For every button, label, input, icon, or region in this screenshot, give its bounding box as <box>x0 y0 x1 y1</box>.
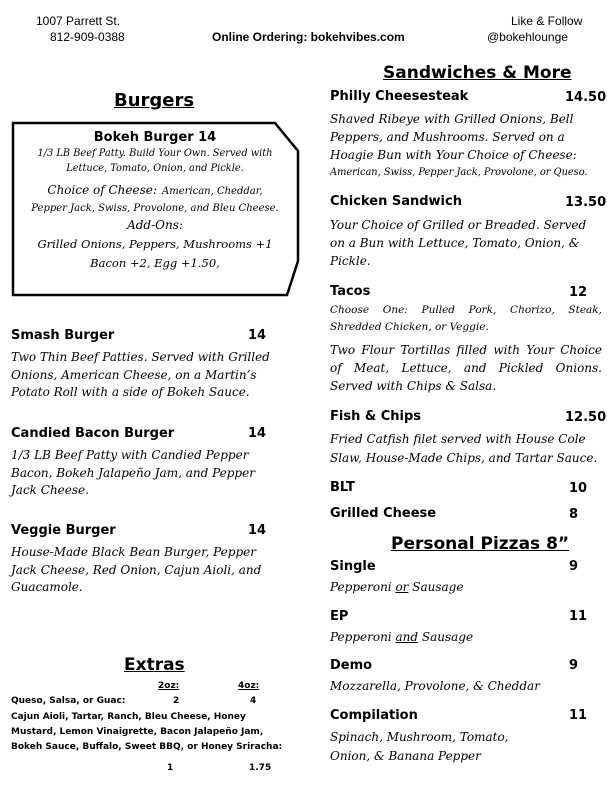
addons-line-2: Bacon +2, Egg +1.50, <box>90 256 220 270</box>
pizza-ep-price: 11 <box>569 609 588 624</box>
blt-price: 10 <box>569 481 588 496</box>
veggie-burger-desc <box>11 544 301 597</box>
desc-line: Onions, American Cheese, on a Martin’s <box>11 367 257 382</box>
feature-content <box>14 130 296 273</box>
social-handle: @bokehlounge <box>487 30 568 44</box>
desc-emphasis: and <box>395 630 419 644</box>
pizza-compilation-desc <box>330 728 600 766</box>
sandwiches-title: Sandwiches & More <box>383 63 572 83</box>
extras-row2-2oz: 1 <box>167 763 174 773</box>
chicken-sandwich-name: Chicken Sandwich <box>330 194 462 209</box>
desc-line: Your Choice of Grilled or Breaded. Served <box>330 218 587 232</box>
extras-row1-4oz: 4 <box>250 696 257 706</box>
extras-line: Cajun Aioli, Tartar, Ranch, Bleu Cheese, Honey <box>11 712 246 722</box>
desc-line: Potato Roll with a side of Bokeh Sauce. <box>11 385 250 399</box>
extras-line: Bokeh Sauce, Buffalo, Sweet BBQ, or Honey Sriracha: <box>11 742 283 752</box>
tacos-choose <box>330 302 602 336</box>
desc-line: Bacon, Bokeh Jalapeño Jam, and Pepper <box>11 465 255 480</box>
candied-bacon-burger-price: 14 <box>248 426 267 441</box>
pizzas-title: Personal Pizzas 8” <box>391 534 570 554</box>
veggie-burger-price: 14 <box>248 523 267 538</box>
desc-line: Pickle. <box>330 254 371 268</box>
philly-desc <box>330 110 610 182</box>
extras-col-4oz: 4oz: <box>238 681 260 691</box>
tacos-desc <box>330 341 602 395</box>
fish-chips-name: Fish & Chips <box>330 409 422 424</box>
tacos-price: 12 <box>569 285 588 300</box>
blt-name: BLT <box>330 480 355 495</box>
bokeh-burger-name: Bokeh Burger 14 <box>93 130 217 145</box>
tacos-name: Tacos <box>330 284 371 299</box>
pizza-single-name: Single <box>330 559 376 574</box>
pizza-single-desc <box>330 579 463 596</box>
desc-line: Two Thin Beef Patties. Served with Grilled <box>11 350 270 364</box>
veggie-burger-name: Veggie Burger <box>11 523 116 538</box>
desc-line: Jack Cheese. <box>11 483 89 497</box>
desc-line: Onion, & Banana Pepper <box>330 749 481 763</box>
candied-bacon-burger-name: Candied Bacon Burger <box>11 426 175 441</box>
addons-label: Add-Ons: <box>127 218 183 232</box>
pizza-ep-desc <box>330 629 473 646</box>
extras-row2-label <box>11 710 301 755</box>
desc-emphasis: or <box>395 580 409 594</box>
chicken-sandwich-price: 13.50 <box>565 195 607 210</box>
desc-line: Slaw, House-Made Chips, and Tartar Sauce. <box>330 451 598 465</box>
desc-line: Fried Catfish filet served with House Cole <box>330 432 586 446</box>
grilled-cheese-price: 8 <box>569 507 579 522</box>
desc-line: Two Flour Tortillas filled with Your Choice <box>330 343 602 357</box>
pizza-compilation-name: Compilation <box>330 708 418 723</box>
desc-line: Peppers, and Mushrooms. Served on a <box>330 130 565 144</box>
desc-line: Choose One: Pulled Pork, Chorizo, Steak, <box>330 304 602 316</box>
extras-row1-label: Queso, Salsa, or Guac: <box>11 696 126 706</box>
desc-part: Sausage <box>408 580 464 594</box>
philly-name: Philly Cheesesteak <box>330 89 469 104</box>
burgers-title: Burgers <box>114 90 195 111</box>
addons-line-1: Grilled Onions, Peppers, Mushrooms +1 <box>37 237 273 251</box>
smash-burger-price: 14 <box>248 328 267 343</box>
desc-line: House-Made Black Bean Burger, Pepper <box>11 545 256 559</box>
desc-line: Shredded Chicken, or Veggie. <box>330 321 489 333</box>
like-follow: Like & Follow <box>511 14 583 28</box>
desc-line: Served with Chips & Salsa. <box>330 379 497 393</box>
cheese-list-b: Pepper Jack, Swiss, Provolone, and Bleu Cheese. <box>31 203 279 214</box>
desc-part: Sausage <box>418 630 474 644</box>
philly-price: 14.50 <box>565 90 607 105</box>
smash-burger-name: Smash Burger <box>11 328 115 343</box>
pizza-compilation-price: 11 <box>569 708 588 723</box>
extras-col-2oz: 2oz: <box>158 681 180 691</box>
pizza-ep-name: EP <box>330 609 349 624</box>
phone: 812-909-0388 <box>50 30 125 44</box>
address: 1007 Parrett St. <box>36 14 121 28</box>
grilled-cheese-name: Grilled Cheese <box>330 506 437 521</box>
desc-line: Jack Cheese, Red Onion, Cajun Aioli, and <box>11 562 262 577</box>
pizza-demo-name: Demo <box>330 658 373 673</box>
desc-line: Guacamole. <box>11 580 83 594</box>
chicken-sandwich-desc <box>330 216 610 270</box>
pizza-single-price: 9 <box>569 559 579 574</box>
desc-part: Pepperoni <box>330 630 396 644</box>
desc-line: American, Swiss, Pepper Jack, Provolone, or Queso. <box>330 167 588 178</box>
extras-title: Extras <box>124 655 185 675</box>
bokeh-burger-desc-2: Lettuce, Tomato, Onion, and Pickle. <box>66 163 244 174</box>
smash-burger-desc <box>11 349 301 402</box>
bokeh-burger-desc-1: 1/3 LB Beef Patty. Build Your Own. Served with <box>37 148 273 159</box>
fish-chips-desc <box>330 430 610 468</box>
extras-line: Mustard, Lemon Vinaigrette, Bacon Jalapeño Jam, <box>11 727 264 737</box>
desc-line: Spinach, Mushroom, Tomato, <box>330 730 509 744</box>
desc-line: on a Bun with Lettuce, Tomato, Onion, & <box>330 236 580 250</box>
desc-part: Pepperoni <box>330 580 396 594</box>
cheese-label: Choice of Cheese: <box>47 183 157 197</box>
desc-line: Shaved Ribeye with Grilled Onions, Bell <box>330 112 574 126</box>
desc-line: Hoagie Bun with Your Choice of Cheese: <box>330 148 577 162</box>
pizza-demo-price: 9 <box>569 658 579 673</box>
cheese-list-a: American, Cheddar, <box>162 186 263 197</box>
desc-line: 1/3 LB Beef Patty with Candied Pepper <box>11 448 249 462</box>
online-ordering: Online Ordering: bokehvibes.com <box>212 30 405 44</box>
fish-chips-price: 12.50 <box>565 410 607 425</box>
extras-row2-4oz: 1.75 <box>249 763 272 773</box>
pizza-demo-desc: Mozzarella, Provolone, & Cheddar <box>330 679 540 693</box>
candied-bacon-burger-desc <box>11 447 301 500</box>
desc-line: of Meat, Lettuce, and Pickled Onions. <box>330 361 602 375</box>
extras-row1-2oz: 2 <box>173 696 180 706</box>
cheese-choice <box>14 179 296 201</box>
